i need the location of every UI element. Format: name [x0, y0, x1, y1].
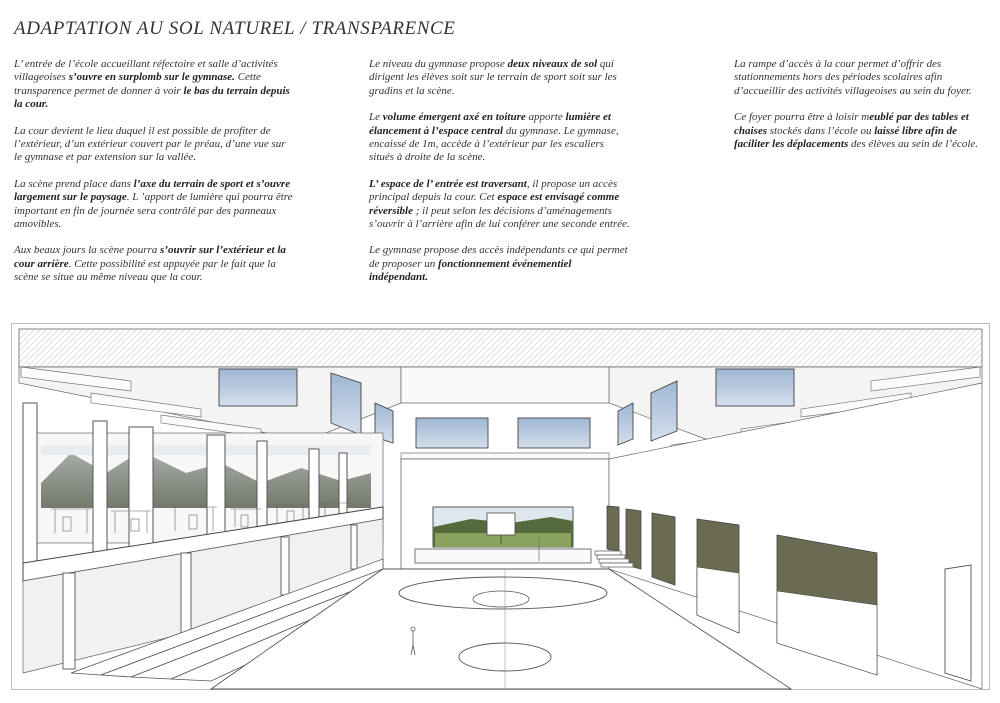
body-text: Aux beaux jours la scène pourra: [14, 244, 161, 257]
emphasis-text: s’ouvrir sur l’extérieur et la cour arrière: [14, 244, 286, 270]
body-text: La rampe d’accès à la cour permet d’offrir des stationnements hors des périodes scolaires afin d’accueillir des activités villageoises au sein du foyer.: [734, 58, 972, 97]
body-text: Cette transparence permet de donner à voir: [14, 71, 261, 97]
body-text: stockés dans l’école ou: [767, 124, 875, 137]
emphasis-text: volume émergent axé en toiture: [382, 111, 526, 124]
side-door: [945, 565, 971, 681]
body-text: qui dirigent les élèves soit sur le terrain de sport soit sur les gradins et la scène.: [369, 58, 617, 97]
lantern-ceiling: [401, 367, 609, 403]
body-text: des élèves au sein de l’école.: [848, 138, 979, 151]
text-column-1: [14, 58, 296, 298]
body-text: . L ’apport de lumière qui pourra être important en fin de journée sera contrôlé par des panneaux amovibles.: [14, 191, 293, 231]
paragraph: [14, 178, 296, 232]
section-perspective-drawing: [11, 323, 990, 690]
paragraph: [14, 244, 296, 284]
emphasis-text: deux niveaux de sol: [507, 58, 598, 70]
text-column-2: [369, 58, 631, 298]
forest-window: [652, 513, 675, 585]
emphasis-text: le bas du terrain depuis la cour.: [14, 84, 290, 111]
clerestory-window: [518, 418, 590, 448]
paragraph: [734, 58, 986, 98]
basketball-hoop: [487, 513, 515, 535]
clerestory-window: [416, 418, 488, 448]
paragraph: [14, 58, 296, 112]
body-text: La scène prend place dans: [14, 177, 134, 190]
page-title: ADAPTATION AU SOL NATUREL / TRANSPARENCE: [14, 18, 456, 39]
body-text: Ce foyer pourra être à loisir m: [734, 111, 870, 124]
emphasis-text: laissé libre afin de faciliter les déplacements: [734, 124, 958, 151]
body-text: La cour devient le lieu duquel il est possible de profiter de l’extérieur, d’un extérieur couvert par le préau, d’une vue sur le gymnase et par extension sur la vallée.: [14, 124, 286, 164]
clerestory-window: [219, 369, 297, 406]
body-text: , il propose un accès principal depuis la cour. Cet: [369, 177, 618, 204]
forest-window: [607, 506, 619, 551]
paragraph: [369, 111, 631, 165]
body-text: Le niveau du gymnase propose: [369, 58, 508, 70]
paragraph: [369, 244, 631, 284]
body-text: du gymnase. Le gymnase, encaissé de 1m, accède à l’extérieur par les escaliers situés à droite de la scène.: [369, 124, 619, 164]
paragraph: [369, 58, 631, 98]
body-text: . Cette possibilité est appuyée par le fait que la scène se situe au même niveau que la cour.: [14, 257, 276, 284]
body-text: apporte: [525, 111, 566, 124]
paragraph: [369, 178, 631, 232]
paragraph: [14, 125, 296, 165]
emphasis-text: lumière et élancement à l’espace central: [369, 111, 611, 137]
body-text: ; il peut selon les décisions d’aménagements s’ouvrir à l’arrière afin de lui conférer une seconde entrée.: [369, 204, 630, 231]
emphasis-text: L’ espace de l’ entrée est traversant: [369, 177, 527, 190]
text-column-3: [734, 58, 986, 164]
body-text: Le: [369, 111, 383, 124]
emphasis-text: fonctionnement événementiel indépendant.: [369, 257, 572, 284]
emphasis-text: s’ouvre en surplomb sur le gymnase.: [68, 71, 235, 84]
gymnasium-perspective-svg: [11, 323, 990, 690]
emphasis-text: espace est envisagé comme réversible: [369, 191, 620, 217]
emphasis-text: l’axe du terrain de sport et s’ouvre largement sur le paysage: [14, 177, 291, 204]
paragraph: [734, 111, 986, 151]
emphasis-text: eublé par des tables et chaises: [734, 111, 969, 137]
body-text: L’ entrée de l’école accueillant réfectoire et salle d’activités villageoises: [14, 58, 278, 84]
clerestory-window: [716, 369, 794, 406]
body-text: Le gymnase propose des accès indépendants ce qui permet de proposer un: [369, 244, 628, 270]
roof-band: [19, 329, 982, 367]
clerestory-window: [618, 403, 633, 445]
stage-platform: [415, 549, 591, 563]
